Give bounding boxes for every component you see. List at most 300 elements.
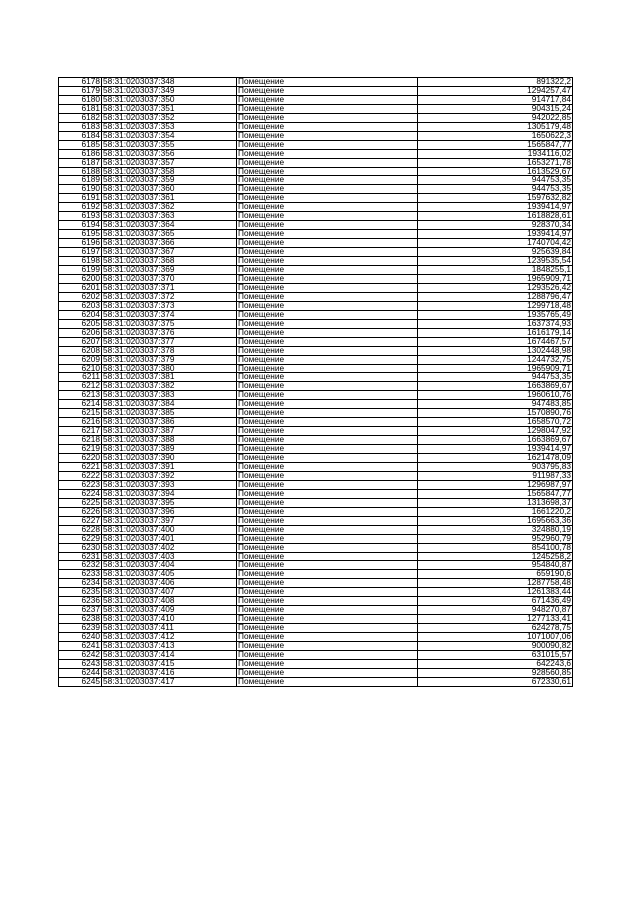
object-type-cell: Помещение [237, 633, 418, 642]
cadastral-value-cell: 1935765,49 [418, 310, 573, 319]
table-row [59, 283, 573, 292]
object-type-cell: Помещение [237, 373, 418, 382]
cadastral-value-cell: 1597632,82 [418, 194, 573, 203]
row-number-cell: 6189 [59, 176, 102, 185]
cadastral-number-cell: 58:31:0203037:405 [102, 570, 237, 579]
cadastral-value-cell: 1618828,61 [418, 212, 573, 221]
cadastral-number-cell: 58:31:0203037:358 [102, 167, 237, 176]
cadastral-value-cell: 1939414,97 [418, 230, 573, 239]
object-type-cell: Помещение [237, 561, 418, 570]
object-type-cell: Помещение [237, 346, 418, 355]
cadastral-number-cell: 58:31:0203037:367 [102, 248, 237, 257]
row-number-cell: 6225 [59, 498, 102, 507]
row-number-cell: 6214 [59, 400, 102, 409]
cadastral-value-cell: 1071007,06 [418, 633, 573, 642]
object-type-cell: Помещение [237, 131, 418, 140]
object-type-cell: Помещение [237, 659, 418, 668]
cadastral-number-cell: 58:31:0203037:369 [102, 266, 237, 275]
row-number-cell: 6213 [59, 391, 102, 400]
cadastral-value-cell: 944753,35 [418, 373, 573, 382]
row-number-cell: 6224 [59, 489, 102, 498]
row-number-cell: 6200 [59, 274, 102, 283]
cadastral-number-cell: 58:31:0203037:393 [102, 480, 237, 489]
row-number-cell: 6205 [59, 319, 102, 328]
object-type-cell: Помещение [237, 158, 418, 167]
row-number-cell: 6236 [59, 597, 102, 606]
table-row [59, 409, 573, 418]
object-type-cell: Помещение [237, 642, 418, 651]
cadastral-number-cell: 58:31:0203037:402 [102, 543, 237, 552]
cadastral-value-cell: 1616179,14 [418, 328, 573, 337]
cadastral-value-cell: 624278,75 [418, 624, 573, 633]
cadastral-number-cell: 58:31:0203037:352 [102, 113, 237, 122]
table-row [59, 436, 573, 445]
object-type-cell: Помещение [237, 292, 418, 301]
cadastral-value-cell: 1302448,98 [418, 346, 573, 355]
row-number-cell: 6211 [59, 373, 102, 382]
object-type-cell: Помещение [237, 274, 418, 283]
cadastral-number-cell: 58:31:0203037:384 [102, 400, 237, 409]
cadastral-value-cell: 631015,57 [418, 651, 573, 660]
row-number-cell: 6178 [59, 78, 102, 87]
object-type-cell: Помещение [237, 579, 418, 588]
row-number-cell: 6182 [59, 113, 102, 122]
cadastral-value-cell: 891322,2 [418, 78, 573, 87]
cadastral-value-cell: 1939414,97 [418, 445, 573, 454]
cadastral-number-cell: 58:31:0203037:410 [102, 615, 237, 624]
cadastral-value-cell: 1695663,36 [418, 516, 573, 525]
cadastral-number-cell: 58:31:0203037:350 [102, 95, 237, 104]
row-number-cell: 6198 [59, 257, 102, 266]
cadastral-value-cell: 1848255,1 [418, 266, 573, 275]
object-type-cell: Помещение [237, 427, 418, 436]
row-number-cell: 6188 [59, 167, 102, 176]
table-row [59, 140, 573, 149]
object-type-cell: Помещение [237, 257, 418, 266]
cadastral-value-cell: 1653271,78 [418, 158, 573, 167]
object-type-cell: Помещение [237, 480, 418, 489]
table-row [59, 677, 573, 686]
cadastral-number-cell: 58:31:0203037:389 [102, 445, 237, 454]
row-number-cell: 6181 [59, 104, 102, 113]
cadastral-number-cell: 58:31:0203037:361 [102, 194, 237, 203]
object-type-cell: Помещение [237, 221, 418, 230]
object-type-cell: Помещение [237, 176, 418, 185]
object-type-cell: Помещение [237, 266, 418, 275]
object-type-cell: Помещение [237, 104, 418, 113]
cadastral-number-cell: 58:31:0203037:401 [102, 534, 237, 543]
table-row [59, 373, 573, 382]
table-row [59, 561, 573, 570]
cadastral-number-cell: 58:31:0203037:381 [102, 373, 237, 382]
cadastral-number-cell: 58:31:0203037:376 [102, 328, 237, 337]
table-row [59, 615, 573, 624]
table-row [59, 212, 573, 221]
register-table-body [59, 78, 573, 687]
table-row [59, 651, 573, 660]
table-row [59, 624, 573, 633]
object-type-cell: Помещение [237, 454, 418, 463]
row-number-cell: 6183 [59, 122, 102, 131]
table-row [59, 122, 573, 131]
table-row [59, 149, 573, 158]
table-row [59, 328, 573, 337]
cadastral-number-cell: 58:31:0203037:385 [102, 409, 237, 418]
cadastral-number-cell: 58:31:0203037:366 [102, 239, 237, 248]
row-number-cell: 6228 [59, 525, 102, 534]
table-row [59, 489, 573, 498]
cadastral-number-cell: 58:31:0203037:400 [102, 525, 237, 534]
object-type-cell: Помещение [237, 615, 418, 624]
row-number-cell: 6204 [59, 310, 102, 319]
cadastral-number-cell: 58:31:0203037:368 [102, 257, 237, 266]
cadastral-value-cell: 1293526,42 [418, 283, 573, 292]
cadastral-value-cell: 1296987,97 [418, 480, 573, 489]
cadastral-number-cell: 58:31:0203037:383 [102, 391, 237, 400]
cadastral-number-cell: 58:31:0203037:416 [102, 668, 237, 677]
cadastral-value-cell: 1294257,47 [418, 86, 573, 95]
table-row [59, 167, 573, 176]
cadastral-number-cell: 58:31:0203037:359 [102, 176, 237, 185]
row-number-cell: 6186 [59, 149, 102, 158]
cadastral-value-cell: 1674467,57 [418, 337, 573, 346]
object-type-cell: Помещение [237, 507, 418, 516]
table-row [59, 346, 573, 355]
cadastral-value-cell: 1661220,2 [418, 507, 573, 516]
table-row [59, 337, 573, 346]
object-type-cell: Помещение [237, 525, 418, 534]
row-number-cell: 6216 [59, 418, 102, 427]
row-number-cell: 6179 [59, 86, 102, 95]
cadastral-value-cell: 1621478,09 [418, 454, 573, 463]
cadastral-number-cell: 58:31:0203037:403 [102, 552, 237, 561]
object-type-cell: Помещение [237, 668, 418, 677]
row-number-cell: 6227 [59, 516, 102, 525]
object-type-cell: Помещение [237, 552, 418, 561]
cadastral-number-cell: 58:31:0203037:355 [102, 140, 237, 149]
table-row [59, 588, 573, 597]
object-type-cell: Помещение [237, 319, 418, 328]
object-type-cell: Помещение [237, 78, 418, 87]
cadastral-value-cell: 642243,6 [418, 659, 573, 668]
cadastral-value-cell: 900090,82 [418, 642, 573, 651]
cadastral-value-cell: 1565847,77 [418, 140, 573, 149]
object-type-cell: Помещение [237, 418, 418, 427]
cadastral-value-cell: 928560,85 [418, 668, 573, 677]
row-number-cell: 6192 [59, 203, 102, 212]
cadastral-value-cell: 324880,19 [418, 525, 573, 534]
row-number-cell: 6219 [59, 445, 102, 454]
object-type-cell: Помещение [237, 194, 418, 203]
cadastral-number-cell: 58:31:0203037:397 [102, 516, 237, 525]
cadastral-number-cell: 58:31:0203037:396 [102, 507, 237, 516]
table-row [59, 86, 573, 95]
cadastral-value-cell: 1288796,47 [418, 292, 573, 301]
cadastral-number-cell: 58:31:0203037:378 [102, 346, 237, 355]
object-type-cell: Помещение [237, 140, 418, 149]
row-number-cell: 6226 [59, 507, 102, 516]
cadastral-value-cell: 1239535,54 [418, 257, 573, 266]
table-row [59, 203, 573, 212]
table-row [59, 525, 573, 534]
row-number-cell: 6238 [59, 615, 102, 624]
cadastral-value-cell: 1960610,76 [418, 391, 573, 400]
table-row [59, 579, 573, 588]
row-number-cell: 6215 [59, 409, 102, 418]
object-type-cell: Помещение [237, 185, 418, 194]
table-row [59, 221, 573, 230]
cadastral-value-cell: 1244732,75 [418, 355, 573, 364]
cadastral-number-cell: 58:31:0203037:388 [102, 436, 237, 445]
table-row [59, 427, 573, 436]
table-row [59, 606, 573, 615]
row-number-cell: 6208 [59, 346, 102, 355]
table-row [59, 391, 573, 400]
row-number-cell: 6223 [59, 480, 102, 489]
cadastral-value-cell: 947483,85 [418, 400, 573, 409]
cadastral-value-cell: 1299718,48 [418, 301, 573, 310]
object-type-cell: Помещение [237, 248, 418, 257]
cadastral-value-cell: 928370,34 [418, 221, 573, 230]
cadastral-value-cell: 948270,87 [418, 606, 573, 615]
cadastral-number-cell: 58:31:0203037:356 [102, 149, 237, 158]
row-number-cell: 6207 [59, 337, 102, 346]
object-type-cell: Помещение [237, 570, 418, 579]
object-type-cell: Помещение [237, 95, 418, 104]
row-number-cell: 6220 [59, 454, 102, 463]
table-row [59, 131, 573, 140]
object-type-cell: Помещение [237, 534, 418, 543]
property-register-table [58, 77, 573, 687]
cadastral-value-cell: 1939414,97 [418, 203, 573, 212]
row-number-cell: 6233 [59, 570, 102, 579]
table-row [59, 668, 573, 677]
row-number-cell: 6235 [59, 588, 102, 597]
object-type-cell: Помещение [237, 391, 418, 400]
cadastral-value-cell: 854100,78 [418, 543, 573, 552]
table-row [59, 158, 573, 167]
cadastral-value-cell: 1934116,02 [418, 149, 573, 158]
row-number-cell: 6191 [59, 194, 102, 203]
cadastral-value-cell: 1740704,42 [418, 239, 573, 248]
cadastral-number-cell: 58:31:0203037:386 [102, 418, 237, 427]
cadastral-number-cell: 58:31:0203037:353 [102, 122, 237, 131]
object-type-cell: Помещение [237, 498, 418, 507]
cadastral-value-cell: 944753,35 [418, 176, 573, 185]
cadastral-number-cell: 58:31:0203037:379 [102, 355, 237, 364]
cadastral-value-cell: 1663869,67 [418, 436, 573, 445]
cadastral-value-cell: 1663869,67 [418, 382, 573, 391]
row-number-cell: 6239 [59, 624, 102, 633]
cadastral-value-cell: 1650622,3 [418, 131, 573, 140]
table-row [59, 471, 573, 480]
cadastral-value-cell: 1287758,48 [418, 579, 573, 588]
cadastral-number-cell: 58:31:0203037:392 [102, 471, 237, 480]
table-row [59, 454, 573, 463]
object-type-cell: Помещение [237, 301, 418, 310]
cadastral-value-cell: 1658570,72 [418, 418, 573, 427]
table-row [59, 570, 573, 579]
object-type-cell: Помещение [237, 516, 418, 525]
row-number-cell: 6237 [59, 606, 102, 615]
cadastral-value-cell: 942022,85 [418, 113, 573, 122]
object-type-cell: Помещение [237, 624, 418, 633]
table-row [59, 257, 573, 266]
cadastral-number-cell: 58:31:0203037:349 [102, 86, 237, 95]
cadastral-number-cell: 58:31:0203037:363 [102, 212, 237, 221]
table-row [59, 355, 573, 364]
table-row [59, 445, 573, 454]
cadastral-value-cell: 903795,83 [418, 462, 573, 471]
object-type-cell: Помещение [237, 364, 418, 373]
row-number-cell: 6193 [59, 212, 102, 221]
cadastral-number-cell: 58:31:0203037:395 [102, 498, 237, 507]
table-row [59, 507, 573, 516]
row-number-cell: 6242 [59, 651, 102, 660]
table-row [59, 292, 573, 301]
object-type-cell: Помещение [237, 355, 418, 364]
cadastral-value-cell: 1305179,48 [418, 122, 573, 131]
row-number-cell: 6221 [59, 462, 102, 471]
table-row [59, 543, 573, 552]
row-number-cell: 6197 [59, 248, 102, 257]
table-row [59, 400, 573, 409]
cadastral-value-cell: 1298047,92 [418, 427, 573, 436]
cadastral-value-cell: 1277133,41 [418, 615, 573, 624]
cadastral-number-cell: 58:31:0203037:360 [102, 185, 237, 194]
object-type-cell: Помещение [237, 212, 418, 221]
cadastral-value-cell: 1637374,93 [418, 319, 573, 328]
row-number-cell: 6229 [59, 534, 102, 543]
cadastral-value-cell: 1613529,67 [418, 167, 573, 176]
table-row [59, 113, 573, 122]
object-type-cell: Помещение [237, 543, 418, 552]
row-number-cell: 6202 [59, 292, 102, 301]
object-type-cell: Помещение [237, 445, 418, 454]
cadastral-number-cell: 58:31:0203037:365 [102, 230, 237, 239]
object-type-cell: Помещение [237, 436, 418, 445]
table-row [59, 176, 573, 185]
object-type-cell: Помещение [237, 239, 418, 248]
cadastral-number-cell: 58:31:0203037:382 [102, 382, 237, 391]
cadastral-number-cell: 58:31:0203037:391 [102, 462, 237, 471]
object-type-cell: Помещение [237, 328, 418, 337]
row-number-cell: 6232 [59, 561, 102, 570]
cadastral-value-cell: 672330,61 [418, 677, 573, 686]
cadastral-value-cell: 1965909,71 [418, 364, 573, 373]
cadastral-value-cell: 659190,6 [418, 570, 573, 579]
table-row [59, 239, 573, 248]
table-row [59, 364, 573, 373]
table-row [59, 104, 573, 113]
object-type-cell: Помещение [237, 337, 418, 346]
cadastral-number-cell: 58:31:0203037:372 [102, 292, 237, 301]
table-row [59, 418, 573, 427]
table-row [59, 552, 573, 561]
row-number-cell: 6234 [59, 579, 102, 588]
cadastral-number-cell: 58:31:0203037:357 [102, 158, 237, 167]
table-row [59, 642, 573, 651]
cadastral-number-cell: 58:31:0203037:417 [102, 677, 237, 686]
table-row [59, 382, 573, 391]
row-number-cell: 6245 [59, 677, 102, 686]
row-number-cell: 6209 [59, 355, 102, 364]
object-type-cell: Помещение [237, 462, 418, 471]
object-type-cell: Помещение [237, 471, 418, 480]
table-row [59, 462, 573, 471]
cadastral-number-cell: 58:31:0203037:404 [102, 561, 237, 570]
cadastral-number-cell: 58:31:0203037:380 [102, 364, 237, 373]
table-row [59, 633, 573, 642]
cadastral-value-cell: 1261383,44 [418, 588, 573, 597]
table-row [59, 659, 573, 668]
object-type-cell: Помещение [237, 86, 418, 95]
table-row [59, 248, 573, 257]
table-row [59, 516, 573, 525]
table-row [59, 95, 573, 104]
row-number-cell: 6190 [59, 185, 102, 194]
row-number-cell: 6244 [59, 668, 102, 677]
cadastral-value-cell: 952960,79 [418, 534, 573, 543]
cadastral-number-cell: 58:31:0203037:408 [102, 597, 237, 606]
row-number-cell: 6187 [59, 158, 102, 167]
cadastral-number-cell: 58:31:0203037:374 [102, 310, 237, 319]
cadastral-number-cell: 58:31:0203037:373 [102, 301, 237, 310]
table-row [59, 480, 573, 489]
row-number-cell: 6231 [59, 552, 102, 561]
cadastral-number-cell: 58:31:0203037:412 [102, 633, 237, 642]
row-number-cell: 6206 [59, 328, 102, 337]
table-row [59, 230, 573, 239]
object-type-cell: Помещение [237, 677, 418, 686]
cadastral-value-cell: 954840,87 [418, 561, 573, 570]
row-number-cell: 6241 [59, 642, 102, 651]
cadastral-number-cell: 58:31:0203037:413 [102, 642, 237, 651]
table-row [59, 185, 573, 194]
row-number-cell: 6210 [59, 364, 102, 373]
row-number-cell: 6184 [59, 131, 102, 140]
object-type-cell: Помещение [237, 651, 418, 660]
row-number-cell: 6185 [59, 140, 102, 149]
row-number-cell: 6196 [59, 239, 102, 248]
cadastral-value-cell: 1565847,77 [418, 489, 573, 498]
table-row [59, 78, 573, 87]
row-number-cell: 6230 [59, 543, 102, 552]
cadastral-value-cell: 914717,84 [418, 95, 573, 104]
cadastral-value-cell: 1965909,71 [418, 274, 573, 283]
row-number-cell: 6240 [59, 633, 102, 642]
cadastral-number-cell: 58:31:0203037:387 [102, 427, 237, 436]
cadastral-number-cell: 58:31:0203037:415 [102, 659, 237, 668]
object-type-cell: Помещение [237, 400, 418, 409]
cadastral-value-cell: 671436,49 [418, 597, 573, 606]
row-number-cell: 6212 [59, 382, 102, 391]
cadastral-value-cell: 1313698,37 [418, 498, 573, 507]
row-number-cell: 6194 [59, 221, 102, 230]
cadastral-number-cell: 58:31:0203037:377 [102, 337, 237, 346]
object-type-cell: Помещение [237, 382, 418, 391]
object-type-cell: Помещение [237, 606, 418, 615]
cadastral-number-cell: 58:31:0203037:394 [102, 489, 237, 498]
table-row [59, 310, 573, 319]
table-row [59, 266, 573, 275]
object-type-cell: Помещение [237, 310, 418, 319]
object-type-cell: Помещение [237, 230, 418, 239]
cadastral-value-cell: 925639,84 [418, 248, 573, 257]
cadastral-number-cell: 58:31:0203037:407 [102, 588, 237, 597]
cadastral-number-cell: 58:31:0203037:409 [102, 606, 237, 615]
row-number-cell: 6195 [59, 230, 102, 239]
